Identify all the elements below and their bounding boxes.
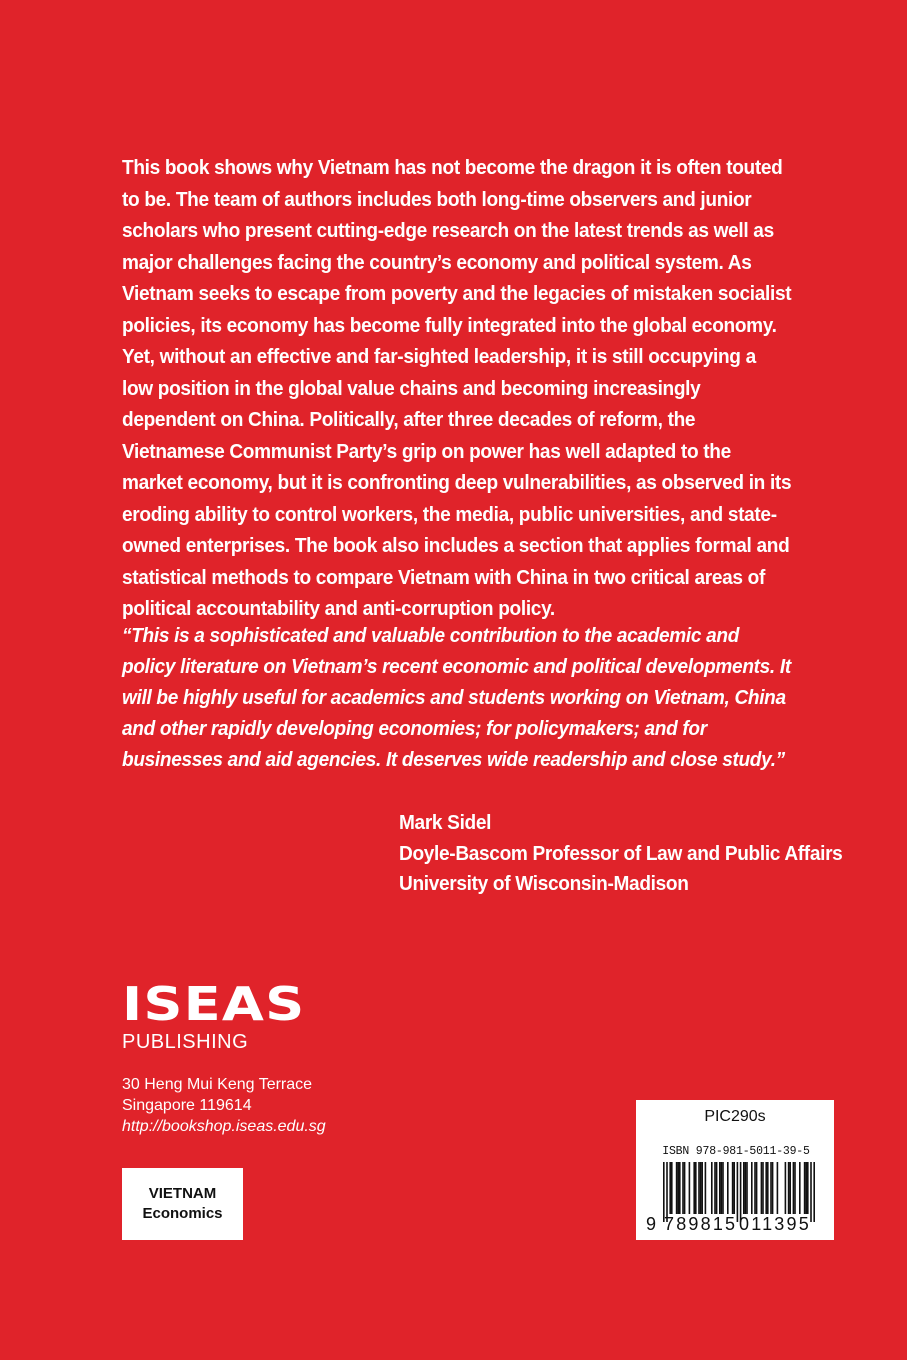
barcode-bar (794, 1162, 796, 1214)
series-line-1: VIETNAM (148, 1185, 217, 1202)
barcode-bar (732, 1162, 734, 1214)
barcode-bar (807, 1162, 809, 1214)
barcode-bar (740, 1162, 742, 1222)
isbn-label: ISBN 978-981-5011-39-5 (662, 1145, 810, 1158)
barcode-bar (754, 1162, 756, 1214)
barcode-bar (682, 1162, 684, 1214)
barcode-digits-left: 789815 (664, 1214, 738, 1234)
barcode-bar (733, 1162, 735, 1214)
barcode-bar (765, 1162, 767, 1214)
endorser-name: Mark Sidel (399, 811, 492, 834)
barcode-digits-right: 011395 (739, 1214, 811, 1234)
barcode-bar (743, 1162, 745, 1214)
barcode-bar (698, 1162, 700, 1214)
barcode-bar (810, 1162, 812, 1222)
barcode-bar (785, 1162, 787, 1214)
barcode-bar (770, 1162, 772, 1214)
barcode-bar (719, 1162, 721, 1214)
barcode-bar (751, 1162, 753, 1214)
barcode-bar (666, 1162, 668, 1222)
publisher-address (122, 1074, 326, 1137)
barcode-bar (693, 1162, 695, 1214)
barcode-bar (793, 1162, 795, 1214)
barcode-bar (716, 1162, 718, 1214)
barcode-bar (669, 1162, 671, 1214)
barcode-bar (684, 1162, 686, 1214)
endorser-institution: University of Wisconsin-Madison (399, 872, 689, 895)
endorsement-quote: “This is a sophisticated and valuable contribution to the academic and policy literature on Vietnam’s recent economic and political developments. It will be highly useful for academics and students working on Vietnam, China and other rapidly developing economies; for policymakers; and for businesses and aid agencies. It deserves wide readership and close study.” (122, 624, 791, 771)
barcode-bar (722, 1162, 724, 1214)
barcode-bar (727, 1162, 729, 1214)
barcode-bar (804, 1162, 806, 1214)
address-line-1: 30 Heng Mui Keng Terrace (122, 1076, 313, 1093)
barcode-bar (671, 1162, 673, 1214)
barcode-digit-first: 9 (646, 1214, 657, 1234)
barcode-bar (788, 1162, 790, 1214)
barcode-bar (663, 1162, 665, 1222)
barcode-bar (737, 1162, 739, 1222)
barcode-bar (761, 1162, 763, 1214)
barcode-bar (767, 1162, 769, 1214)
barcode-bar (762, 1162, 764, 1214)
series-label-box (122, 1168, 243, 1240)
barcode-bar (799, 1162, 801, 1214)
back-cover-blurb: This book shows why Vietnam has not become the dragon it is often touted to be. The team of authors includes both long-time observers and junior scholars who present cutting-edge research on the latest trends as well as major challenges facing the country’s economy and political system. As Vietnam seeks to escape from poverty and the legacies of mistaken socialist policies, its economy has become fully integrated into the global economy. Yet, without an effective and far-sighted leadership, it is still occupying a low position in the global value chains and becoming increasingly dependent on China. Politically, after three decades of reform, the Vietnamese Communist Party’s grip on power has well adapted to the market economy, but it is confronting deep vulnerabilities, as observed in its eroding ability to control workers, the media, public universities, and state-owned enterprises. The book also includes a section that applies formal and statistical methods to compare Vietnam with China in two critical areas of political accountability and anti-corruption policy. (122, 156, 792, 620)
barcode-bar (676, 1162, 678, 1214)
barcode-bar (805, 1162, 807, 1214)
barcode-bar (756, 1162, 758, 1214)
barcode-bar (679, 1162, 681, 1214)
barcode-bar (745, 1162, 747, 1214)
barcode-bar (705, 1162, 707, 1214)
barcode-bar (714, 1162, 716, 1214)
barcode-bar (746, 1162, 748, 1214)
barcode-bar (701, 1162, 703, 1214)
address-line-2: Singapore 119614 (122, 1097, 252, 1114)
barcode-bar (677, 1162, 679, 1214)
barcode-panel (636, 1100, 834, 1240)
endorsement-attribution (399, 808, 842, 900)
barcode-bar (789, 1162, 791, 1214)
barcode-bar (777, 1162, 779, 1214)
barcode-bar (721, 1162, 723, 1214)
barcode-bar (689, 1162, 691, 1214)
publisher-url: http://bookshop.iseas.edu.sg (122, 1118, 326, 1135)
barcode-bar (700, 1162, 702, 1214)
iseas-logo: ISEAS (122, 977, 306, 1031)
series-line-2: Economics (142, 1205, 223, 1222)
endorser-title: Doyle-Bascom Professor of Law and Public Affairs (399, 841, 843, 865)
barcode-bar (772, 1162, 774, 1214)
price-code: PIC290s (704, 1108, 766, 1125)
barcode-bar (695, 1162, 697, 1214)
publishing-label: PUBLISHING (122, 1031, 249, 1053)
barcode-bar (813, 1162, 815, 1222)
barcode-bar (711, 1162, 713, 1214)
